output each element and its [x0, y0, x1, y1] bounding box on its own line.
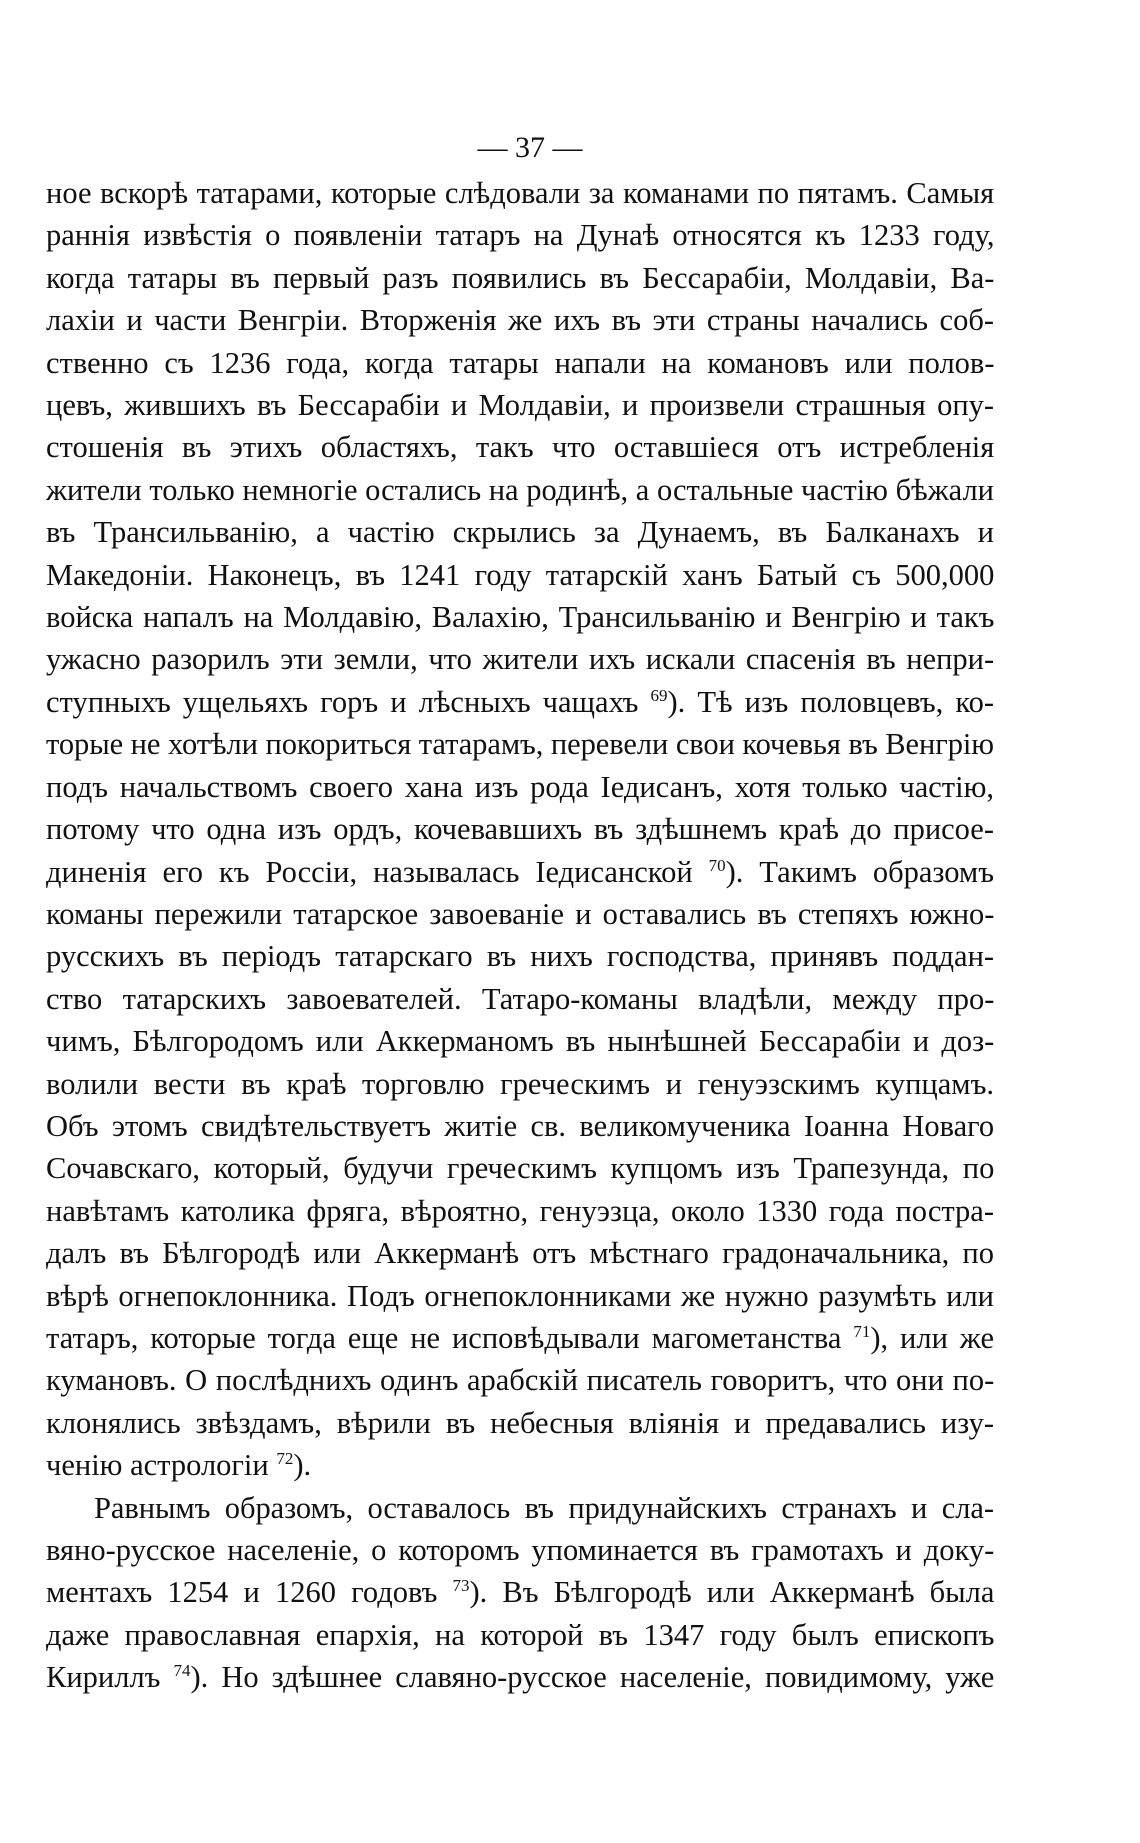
- text-line: ное вскорѣ татарами, которые слѣдовали за команами по пятамъ. Самыя: [46, 176, 995, 210]
- paragraph-1: [46, 172, 994, 1487]
- text-line: кумановъ. О послѣднихъ одинъ арабскій писатель говоритъ, что они по-: [46, 1363, 995, 1398]
- footnote-ref-73: 73: [452, 1576, 470, 1596]
- text-segment: ). Тѣ изъ половцевъ, ко-: [667, 684, 994, 719]
- footnote-ref-70: 70: [708, 855, 726, 875]
- text-segment: ), или же: [870, 1320, 994, 1355]
- page-number: — 37 —: [477, 131, 583, 164]
- text-line: навѣтамъ католика фряга, вѣроятно, генуэзца, около 1330 года постра-: [46, 1193, 994, 1228]
- text-line: волили вести въ краѣ торговлю греческимъ и генуэзскимъ купцамъ.: [46, 1066, 994, 1101]
- text-line: [46, 1571, 994, 1613]
- text-line: чимъ, Бѣлгородомъ или Аккерманомъ въ нынѣшней Бессарабіи и доз-: [46, 1024, 995, 1059]
- text-segment: ченію астрологіи: [46, 1448, 277, 1483]
- text-line: команы пережили татарское завоеваніе и оставались въ степяхъ южно-: [46, 896, 995, 931]
- text-line: русскихъ въ періодъ татарскаго въ нихъ господства, принявъ поддан-: [46, 939, 995, 974]
- text-segment: диненія его къ Россіи, называлась Іедисанской: [46, 854, 709, 889]
- text-line: Равнымъ образомъ, оставалось въ придунайскихъ странахъ и сла-: [94, 1490, 994, 1525]
- text-line: жители только немногіе остались на родинѣ, а остальные частію бѣжали: [46, 472, 994, 507]
- text-line: когда татары въ первый разъ появились въ Бессарабіи, Молдавіи, Ва-: [46, 260, 995, 295]
- text-line: цевъ, жившихъ въ Бессарабіи и Молдавіи, и произвели страшныя опу-: [46, 388, 995, 423]
- text-line: въ Трансильванію, а частію скрылись за Дунаемъ, въ Балканахъ и: [46, 515, 994, 550]
- text-line: потому что одна изъ ордъ, кочевавшихъ въ здѣшнемъ краѣ до присое-: [46, 812, 994, 847]
- text-line: Объ этомъ свидѣтельствуетъ житіе св. великомученика Іоанна Новаго: [46, 1108, 995, 1143]
- text-line: вяно-русское населеніе, о которомъ упоминается въ грамотахъ и доку-: [46, 1533, 995, 1567]
- footnote-ref-72: 72: [276, 1449, 294, 1469]
- text-line: [46, 851, 994, 893]
- body-text: [46, 172, 994, 1699]
- text-line: стошенія въ этихъ областяхъ, такъ что оставшіеся отъ истребленія: [46, 430, 995, 465]
- text-segment: ).: [293, 1448, 312, 1483]
- footnote-ref-74: 74: [173, 1661, 191, 1681]
- text-line: ужасно разорилъ эти земли, что жители ихъ искали спасенія въ непри-: [46, 642, 995, 677]
- text-line: Сочавскаго, который, будучи греческимъ купцомъ изъ Трапезунда, по: [46, 1151, 995, 1186]
- text-line: вѣрѣ огнепоклонника. Подъ огнепоклонниками же нужно разумѣть или: [46, 1278, 994, 1313]
- text-line: [46, 1317, 994, 1359]
- text-line: клонялись звѣздамъ, вѣрили въ небесныя вліянія и предавались изу-: [46, 1405, 994, 1440]
- footnote-ref-71: 71: [853, 1321, 871, 1341]
- text-line: [46, 1444, 994, 1486]
- footnote-ref-69: 69: [650, 685, 668, 705]
- text-line: подъ начальствомъ своего хана изъ рода Іедисанъ, хотя только частію,: [46, 769, 994, 804]
- text-line: [46, 1656, 994, 1698]
- text-line: [46, 681, 994, 723]
- text-line: лахіи и части Венгріи. Вторженія же ихъ въ эти страны начались соб-: [46, 303, 994, 338]
- text-segment: ментахъ 1254 и 1260 годовъ: [46, 1575, 453, 1610]
- text-segment: ). Въ Бѣлгородѣ или Аккерманѣ была: [469, 1575, 995, 1610]
- text-line: ственно съ 1236 года, когда татары напали на комановъ или полов-: [46, 345, 995, 380]
- paragraph-2: [46, 1487, 994, 1699]
- text-line: далъ въ Бѣлгородѣ или Аккерманѣ отъ мѣстнаго градоначальника, по: [46, 1236, 994, 1271]
- text-segment: ). Но здѣшнее славяно-русское населеніе, повидимому, уже: [190, 1660, 995, 1695]
- text-line: даже православная епархія, на которой въ 1347 году былъ епископъ: [46, 1617, 995, 1652]
- text-line: торые не хотѣли покориться татарамъ, перевели свои кочевья въ Венгрію: [46, 727, 994, 762]
- text-segment: ступныхъ ущельяхъ горъ и лѣсныхъ чащахъ: [46, 684, 651, 719]
- text-line: войска напалъ на Молдавію, Валахію, Трансильванію и Венгрію и такъ: [46, 600, 995, 635]
- text-line: ство татарскихъ завоевателей. Татаро-команы владѣли, между про-: [46, 981, 995, 1016]
- text-segment: Кириллъ: [46, 1660, 174, 1695]
- text-segment: ). Такимъ образомъ: [725, 854, 994, 889]
- text-line: раннія извѣстія о появленіи татаръ на Дунаѣ относятся къ 1233 году,: [46, 218, 995, 253]
- text-segment: татаръ, которые тогда еще не исповѣдывали магометанства: [46, 1320, 854, 1355]
- text-line: Македоніи. Наконецъ, въ 1241 году татарскій ханъ Батый съ 500,000: [46, 557, 995, 592]
